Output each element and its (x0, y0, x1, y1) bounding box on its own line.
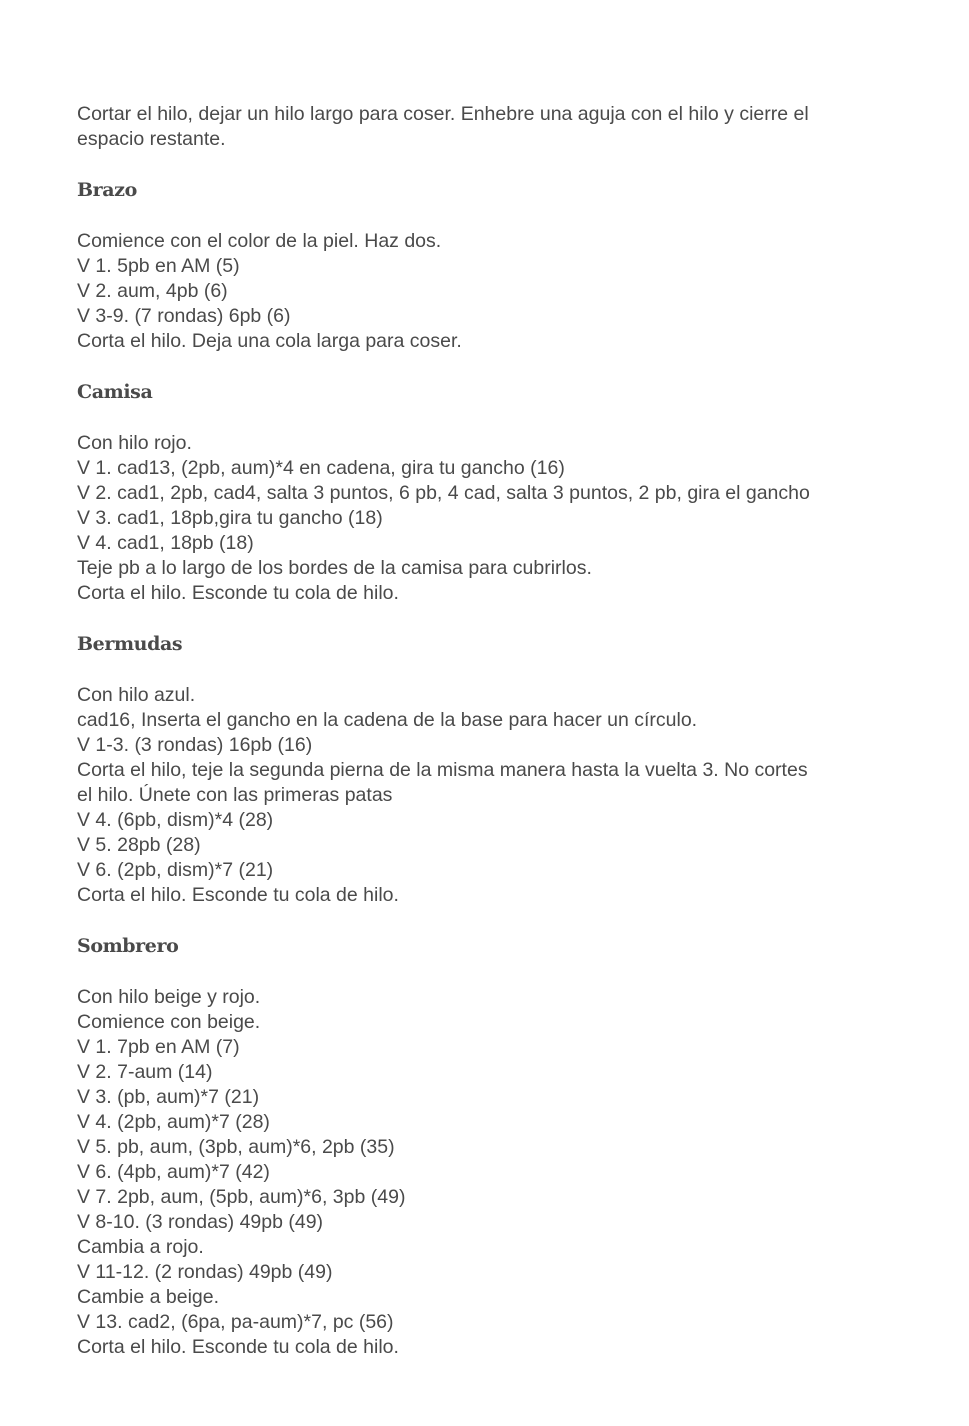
text-line: Cambia a rojo. (77, 1236, 204, 1258)
text-line: V 6. (4pb, aum)*7 (42) (77, 1161, 270, 1183)
text-line: Con hilo rojo. (77, 432, 192, 454)
text-line: el hilo. Únete con las primeras patas (77, 784, 393, 806)
text-line: Corta el hilo. Esconde tu cola de hilo. (77, 1336, 399, 1358)
text-line: V 4. (2pb, aum)*7 (28) (77, 1111, 270, 1133)
text-line: espacio restante. (77, 128, 226, 150)
section-body-sombrero (77, 985, 907, 1360)
text-line: V 2. 7-aum (14) (77, 1061, 213, 1083)
section-heading-sombrero: Sombrero (77, 935, 179, 957)
section-body-camisa (77, 431, 907, 606)
text-line: Con hilo beige y rojo. (77, 986, 261, 1008)
text-line: V 3. (pb, aum)*7 (21) (77, 1086, 260, 1108)
text-line: V 4. (6pb, dism)*4 (28) (77, 809, 274, 831)
text-line: V 1-3. (3 rondas) 16pb (16) (77, 734, 313, 756)
text-line: V 1. cad13, (2pb, aum)*4 en cadena, gira tu gancho (16) (77, 457, 565, 479)
text-line: V 1. 7pb en AM (7) (77, 1036, 240, 1058)
text-line: V 2. aum, 4pb (6) (77, 280, 228, 302)
text-line: V 8-10. (3 rondas) 49pb (49) (77, 1211, 324, 1233)
text-line: V 13. cad2, (6pa, pa-aum)*7, pc (56) (77, 1311, 394, 1333)
text-line: Comience con beige. (77, 1011, 261, 1033)
section-body-bermudas (77, 683, 907, 908)
text-line: Teje pb a lo largo de los bordes de la camisa para cubrirlos. (77, 557, 592, 579)
text-line: Corta el hilo. Deja una cola larga para coser. (77, 330, 462, 352)
section-body-brazo (77, 229, 907, 354)
text-line: V 3-9. (7 rondas) 6pb (6) (77, 305, 291, 327)
text-line: Cortar el hilo, dejar un hilo largo para coser. Enhebre una aguja con el hilo y cierre el (77, 103, 809, 125)
text-line: Corta el hilo, teje la segunda pierna de la misma manera hasta la vuelta 3. No cortes (77, 759, 808, 781)
text-line: V 3. cad1, 18pb,gira tu gancho (18) (77, 507, 383, 529)
text-line: Corta el hilo. Esconde tu cola de hilo. (77, 582, 399, 604)
text-line: V 5. 28pb (28) (77, 834, 201, 856)
text-line: V 1. 5pb en AM (5) (77, 255, 240, 277)
text-line: Cambie a beige. (77, 1286, 220, 1308)
text-line: cad16, Inserta el gancho en la cadena de la base para hacer un círculo. (77, 709, 698, 731)
section-heading-brazo: Brazo (77, 179, 137, 201)
document-page (77, 102, 907, 1360)
text-line: V 2. cad1, 2pb, cad4, salta 3 puntos, 6 pb, 4 cad, salta 3 puntos, 2 pb, gira el gancho (77, 482, 810, 504)
section-heading-camisa: Camisa (77, 381, 153, 403)
text-line: V 5. pb, aum, (3pb, aum)*6, 2pb (35) (77, 1136, 395, 1158)
text-line: V 6. (2pb, dism)*7 (21) (77, 859, 274, 881)
text-line: V 7. 2pb, aum, (5pb, aum)*6, 3pb (49) (77, 1186, 406, 1208)
section-heading-bermudas: Bermudas (77, 633, 183, 655)
text-line: V 11-12. (2 rondas) 49pb (49) (77, 1261, 333, 1283)
text-line: V 4. cad1, 18pb (18) (77, 532, 254, 554)
text-line: Comience con el color de la piel. Haz dos. (77, 230, 442, 252)
text-line: Corta el hilo. Esconde tu cola de hilo. (77, 884, 399, 906)
intro-paragraph (77, 102, 907, 152)
text-line: Con hilo azul. (77, 684, 196, 706)
